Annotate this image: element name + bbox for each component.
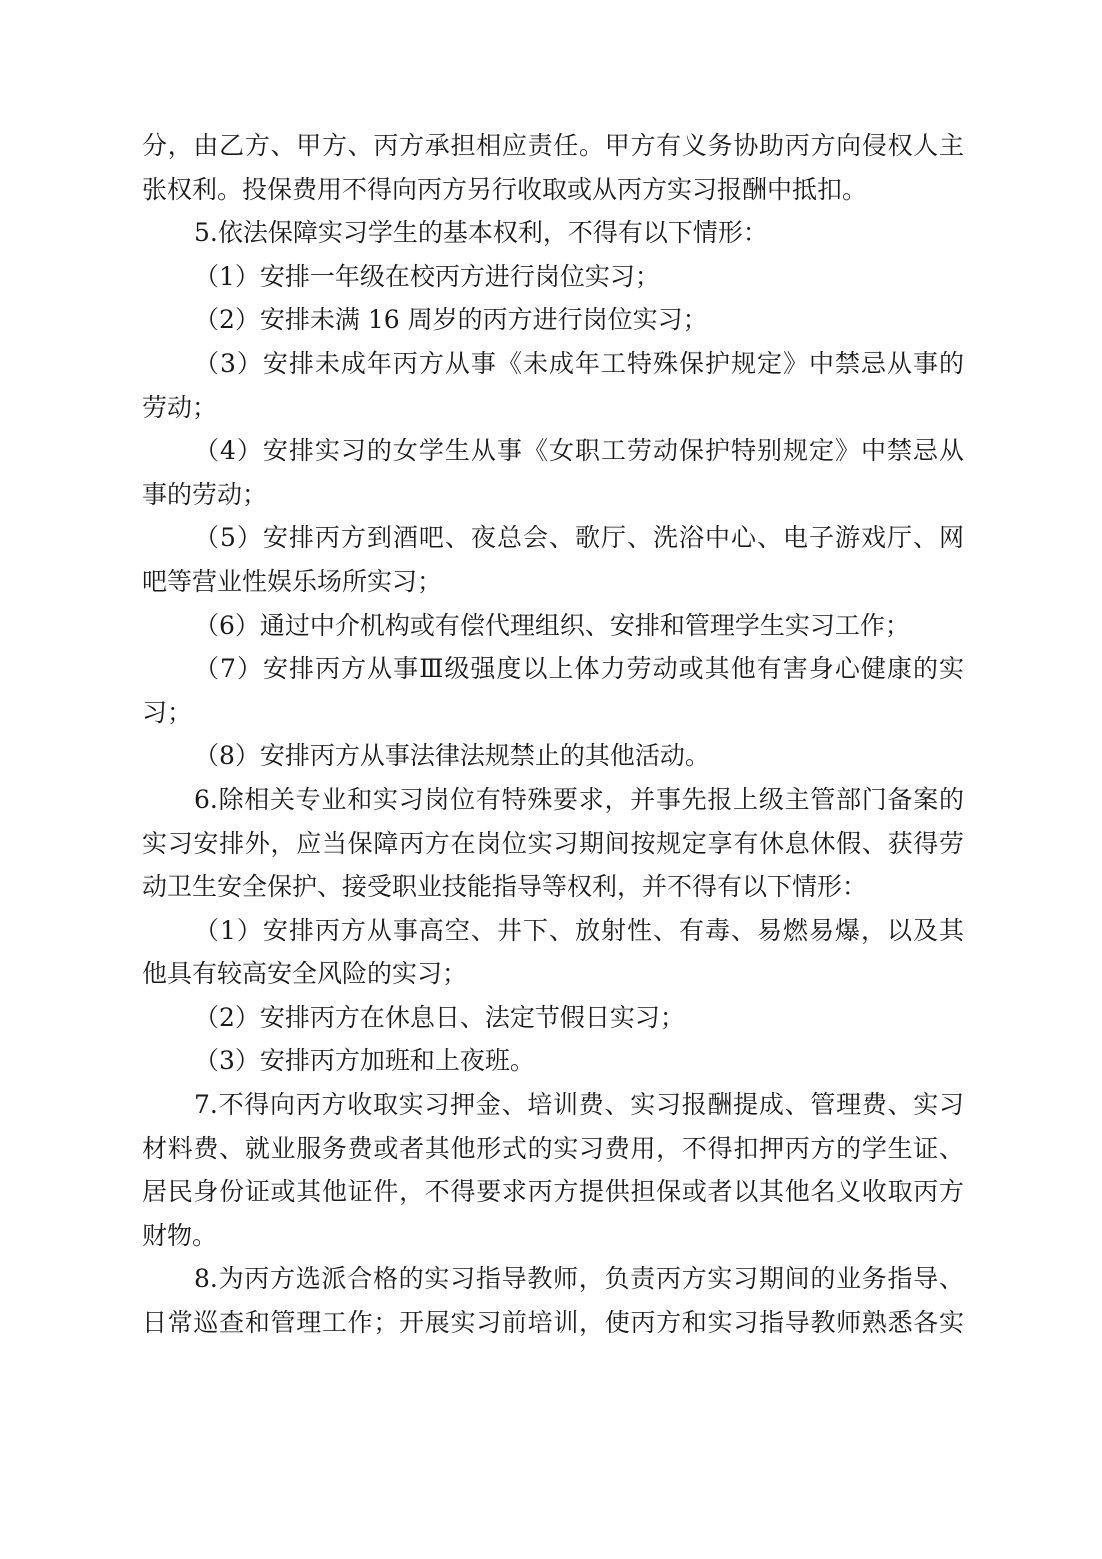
text-line: 事的劳动； [142,479,268,509]
text-line: （6）通过中介机构或有偿代理组织、安排和管理学生实习工作； [194,610,910,640]
text-line: 分，由乙方、甲方、丙方承担相应责任。甲方有义务协助丙方向侵权人主 [142,131,964,160]
text-line: （4）安排实习的女学生从事《女职工劳动保护特别规定》中禁忌从 [194,436,964,466]
text-line: 6.除相关专业和实习岗位有特殊要求，并事先报上级主管部门备案的 [194,784,964,814]
text-line: 动卫生安全保护、接受职业技能指导等权利，并不得有以下情形： [142,872,868,902]
text-line: 居民身份证或其他证件，不得要求丙方提供担保或者以其他名义收取丙方 [142,1177,964,1207]
text-line: 财物。 [142,1220,218,1250]
text-line: 吧等营业性娱乐场所实习； [142,566,443,596]
document-body [142,124,964,1345]
text-line: 张权利。投保费用不得向丙方另行收取或从丙方实习报酬中抵扣。 [142,174,868,204]
text-line: （8）安排丙方从事法律法规禁止的其他活动。 [194,741,710,771]
text-line: （7）安排丙方从事Ⅲ级强度以上体力劳动或其他有害身心健康的实 [194,654,964,684]
text-line: （2）安排丙方在休息日、法定节假日实习； [194,1002,685,1032]
text-line: （1）安排丙方从事高空、井下、放射性、有毒、易燃易爆，以及其 [194,915,964,945]
text-line: 材料费、就业服务费或者其他形式的实习费用，不得扣押丙方的学生证、 [142,1133,964,1163]
text-line: （5）安排丙方到酒吧、夜总会、歌厅、洗浴中心、电子游戏厅、网 [194,523,964,553]
text-line: （3）安排丙方加班和上夜班。 [194,1046,535,1076]
text-line: 7.不得向丙方收取实习押金、培训费、实习报酬提成、管理费、实习 [194,1090,964,1120]
text-line: 日常巡查和管理工作；开展实习前培训，使丙方和实习指导教师熟悉各实 [142,1308,964,1338]
text-line: 8.为丙方选派合格的实习指导教师，负责丙方实习期间的业务指导、 [194,1264,964,1294]
text-line: 实习安排外，应当保障丙方在岗位实习期间按规定享有休息休假、获得劳 [142,828,964,858]
text-line: （1）安排一年级在校丙方进行岗位实习； [194,261,660,291]
text-line: 5.依法保障实习学生的基本权利，不得有以下情形： [194,218,768,248]
text-line: 习； [142,697,193,727]
text-line: （3）安排未成年丙方从事《未成年工特殊保护规定》中禁忌从事的 [194,348,964,378]
text-line: 他具有较高安全风险的实习； [142,959,468,989]
text-line: （2）安排未满 16 周岁的丙方进行岗位实习； [194,305,708,335]
text-line: 劳动； [142,392,218,422]
